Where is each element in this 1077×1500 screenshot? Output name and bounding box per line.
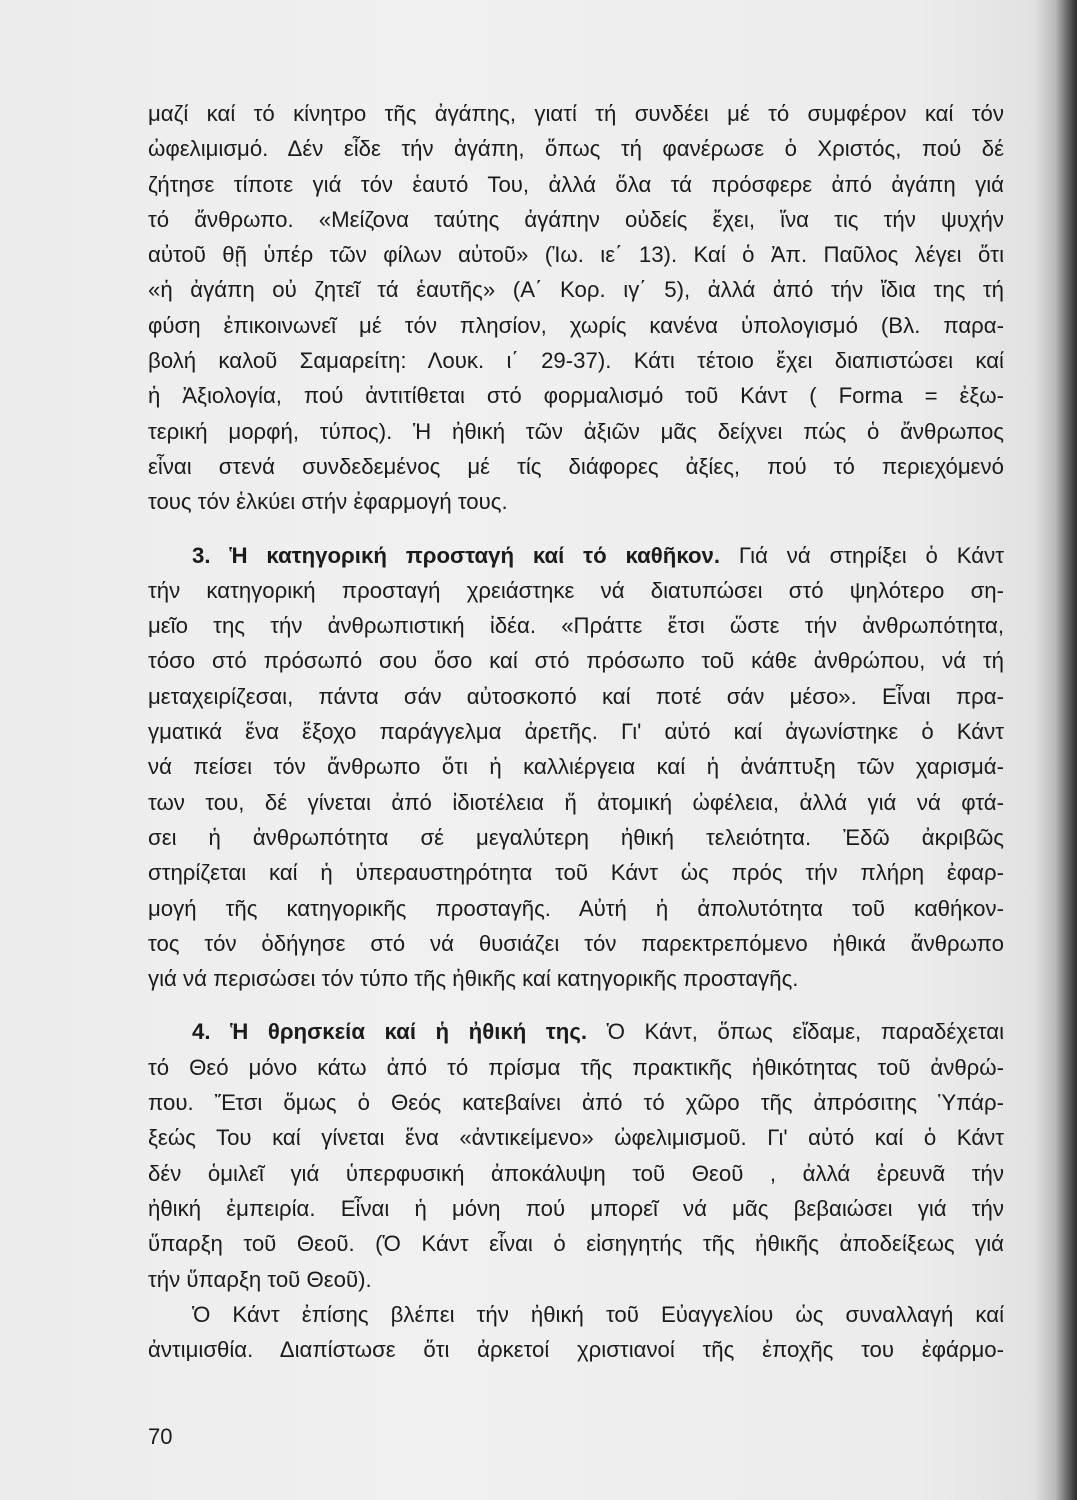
section-heading: 3. Ἡ κατηγορική προσταγή καί τό καθῆκον. bbox=[192, 542, 721, 568]
section-first-line bbox=[148, 538, 1004, 573]
text-line: τόσο στό πρόσωπό σου ὅσο καί στό πρόσωπο τοῦ κάθε ἀνθρώπου, νά τή bbox=[148, 648, 1004, 674]
text-line: μεταχειρίζεσαι, πάντα σάν αὐτοσκοπό καί ποτέ σάν μέσο». Εἶναι πρα- bbox=[148, 683, 1004, 709]
text-line: τό Θεό μόνο κάτω ἀπό τό πρίσμα τῆς πρακτικῆς ἠθικότητας τοῦ ἀνθρώ- bbox=[148, 1054, 1004, 1080]
text-line: δέν ὁμιλεῖ γιά ὑπερφυσική ἀποκάλυψη τοῦ Θεοῦ , ἀλλά ἐρευνᾶ τήν bbox=[148, 1160, 1004, 1186]
text-line: «ἡ ἀγάπη οὐ ζητεῖ τά ἑαυτῆς» (Α΄ Κορ. ιγ΄ 5), ἀλλά ἀπό τήν ἴδια της τή bbox=[148, 277, 1004, 303]
section-first-line-text: Ὁ Κάντ, ὅπως εἴδαμε, παραδέχεται bbox=[587, 1019, 1004, 1045]
text-line: γιά νά περισώσει τόν τύπο τῆς ἠθικῆς καί κατηγορικῆς προσταγῆς. bbox=[148, 966, 799, 992]
text-line: ἀντιμισθία. Διαπίστωσε ὅτι ἀρκετοί χριστιανοί τῆς ἐποχῆς του ἐφάρμο- bbox=[148, 1337, 1004, 1363]
text-line: σει ἡ ἀνθρωπότητα σέ μεγαλύτερη ἠθική τελειότητα. Ἐδῶ ἀκριβῶς bbox=[148, 824, 1004, 850]
text-line: τους τόν ἑλκύει στήν ἐφαρμογή τους. bbox=[148, 489, 508, 515]
text-line: μογή τῆς κατηγορικῆς προσταγῆς. Αὐτή ἡ ἀπολυτότητα τοῦ καθήκον- bbox=[148, 895, 1004, 921]
text-line: τος τόν ὁδήγησε στό νά θυσιάζει τόν παρεκτρεπόμενο ἠθικά ἄνθρωπο bbox=[148, 930, 1004, 956]
text-line: γματικά ἕνα ἔξοχο παράγγελμα ἀρετῆς. Γι' αὐτό καί ἀγωνίστηκε ὁ Κάντ bbox=[148, 719, 1004, 745]
paragraph-last bbox=[148, 1297, 1004, 1368]
text-line: μαζί καί τό κίνητρο τῆς ἀγάπης, γιατί τή συνδέει μέ τό συμφέρον καί τόν bbox=[148, 101, 1004, 126]
text-line: τερική μορφή, τύπος). Ἡ ἠθική τῶν ἀξιῶν μᾶς δείχνει πώς ὁ ἄνθρωπος bbox=[148, 418, 1004, 444]
paragraph-1 bbox=[148, 96, 1004, 520]
text-line: των του, δέ γίνεται ἀπό ἰδιοτέλεια ἤ ἀτομική ὠφέλεια, ἀλλά γιά νά φτά- bbox=[148, 789, 1004, 815]
text-line: ὕπαρξη τοῦ Θεοῦ. (Ὁ Κάντ εἶναι ὁ εἰσηγητής τῆς ἠθικῆς ἀποδείξεως γιά bbox=[148, 1231, 1004, 1257]
text-line: ξεώς Του καί γίνεται ἕνα «ἀντικείμενο» ὠφελιμισμοῦ. Γι' αὐτό καί ὁ Κάντ bbox=[148, 1125, 1004, 1151]
page-number: 70 bbox=[148, 1424, 173, 1449]
section-3 bbox=[148, 538, 1004, 997]
text-line: ἠθική ἐμπειρία. Εἶναι ἡ μόνη πού μπορεῖ νά μᾶς βεβαιώσει γιά τήν bbox=[148, 1195, 1004, 1221]
text-line: στηρίζεται καί ἡ ὑπεραυστηρότητα τοῦ Κάντ ὡς πρός τήν πλήρη ἐφαρ- bbox=[148, 860, 1004, 886]
section-heading: 4. Ἡ θρησκεία καί ἡ ἠθική της. bbox=[192, 1019, 588, 1045]
section-first-line-text: Γιά νά στηρίξει ὁ Κάντ bbox=[720, 542, 1004, 568]
text-line: εἶναι στενά συνδεδεμένος μέ τίς διάφορες ἀξίες, πού τό περιεχόμενό bbox=[148, 453, 1004, 479]
text-line: μεῖο της τήν ἀνθρωπιστική ἰδέα. «Πράττε ἔτσι ὥστε τήν ἀνθρωπότητα, bbox=[148, 613, 1004, 639]
text-line: βολή καλοῦ Σαμαρείτη: Λουκ. ι΄ 29-37). Κάτι τέτοιο ἔχει διαπιστώσει καί bbox=[148, 348, 1004, 374]
text-line: ἡ Ἀξιολογία, πού ἀντιτίθεται στό φορμαλισμό τοῦ Κάντ ( Forma = ἐξω- bbox=[148, 383, 1004, 409]
text-line: ὠφελιμισμό. Δέν εἶδε τήν ἀγάπη, ὅπως τή φανέρωσε ὁ Χριστός, πού δέ bbox=[148, 136, 1004, 162]
section-4 bbox=[148, 1014, 1004, 1296]
text-line: που. Ἔτσι ὅμως ὁ Θεός κατεβαίνει ἀπό τό χῶρο τῆς ἀπρόσιτης Ὑπάρ- bbox=[148, 1090, 1004, 1116]
text-line: τήν ὕπαρξη τοῦ Θεοῦ). bbox=[148, 1266, 372, 1292]
text-line: Ὁ Κάντ ἐπίσης βλέπει τήν ἠθική τοῦ Εὐαγγελίου ὡς συναλλαγή καί bbox=[192, 1301, 1004, 1327]
text-line: ζήτησε τίποτε γιά τόν ἑαυτό Του, ἀλλά ὅλα τά πρόσφερε ἀπό ἀγάπη γιά bbox=[148, 171, 1004, 197]
body-text bbox=[148, 96, 1004, 1367]
text-line: νά πείσει τόν ἄνθρωπο ὅτι ἡ καλλιέργεια καί ἡ ἀνάπτυξη τῶν χαρισμά- bbox=[148, 754, 1004, 780]
text-line: φύση ἐπικοινωνεῖ μέ τόν πλησίον, χωρίς κανένα ὑπολογισμό (Βλ. παρα- bbox=[148, 312, 1004, 338]
text-line: αὐτοῦ θῇ ὑπέρ τῶν φίλων αὐτοῦ» (Ἰω. ιε΄ 13). Καί ὁ Ἀπ. Παῦλος λέγει ὅτι bbox=[148, 242, 1004, 268]
section-first-line bbox=[148, 1014, 1004, 1049]
text-line: τήν κατηγορική προσταγή χρειάστηκε νά διατυπώσει στό ψηλότερο ση- bbox=[148, 577, 1004, 603]
text-line: τό ἄνθρωπο. «Μείζονα ταύτης ἀγάπην οὐδείς ἔχει, ἵνα τις τήν ψυχήν bbox=[148, 206, 1004, 232]
